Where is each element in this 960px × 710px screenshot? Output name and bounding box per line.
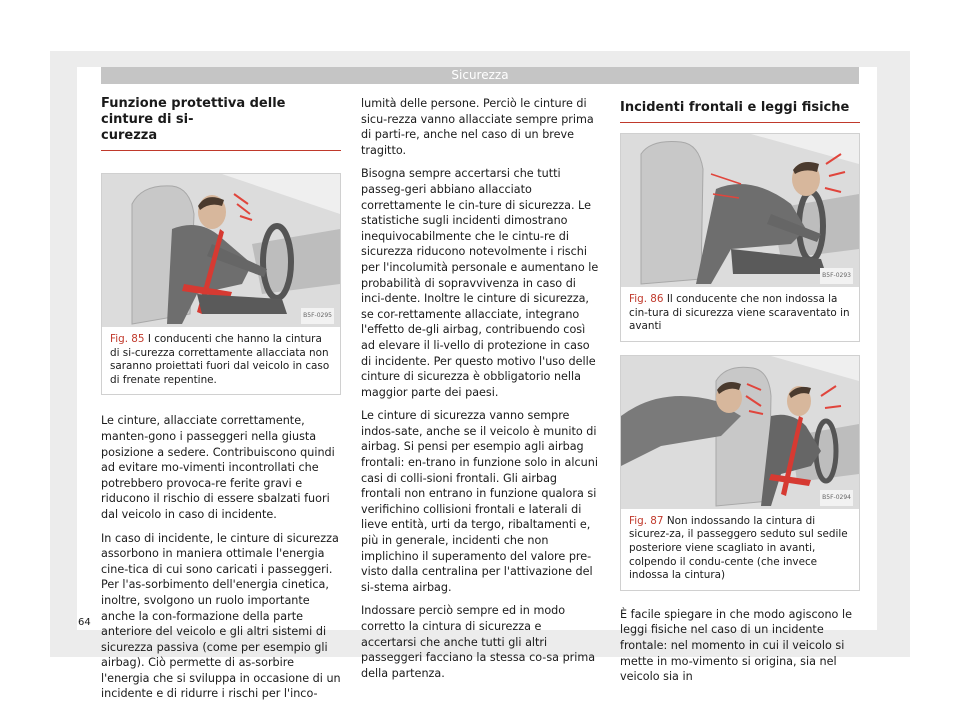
paragraph: È facile spiegare in che modo agiscono le leggi fisiche nel caso di un incidente frontale: nel momento in cui il veicolo si mette in mo-vimento si origina, sia nel veicolo sia in	[620, 607, 852, 684]
page-number: 64	[78, 617, 91, 628]
figure-85-caption	[102, 327, 340, 394]
figure-86-caption-text: Il conducente che non indossa la cin-tura di sicurezza viene scaraventato in avanti	[629, 293, 850, 333]
paragraph: Le cinture, allacciate correttamente, manten-gono i passeggeri nella giusta posizione a sedere. Contribuiscono quindi ad evitare mo-vimenti incontrollati che potrebbero provoca-re ferite gravi e riducono il rischio di essere sbalzati fuori dal veicolo in caso di incidente.	[101, 414, 335, 521]
figure-87-code: B5F-0294	[820, 490, 853, 506]
figure-87-caption	[621, 509, 859, 590]
figure-86-code: B5F-0293	[820, 268, 853, 284]
figure-87-label: Fig. 87	[629, 514, 664, 527]
figure-85-label: Fig. 85	[110, 333, 145, 345]
paragraph: lumità delle persone. Perciò le cinture di sicu-rezza vanno allacciate sempre prima di parti-re, anche nel caso di un breve tragitto.	[361, 97, 594, 157]
column-left	[101, 96, 341, 710]
figure-86-caption	[621, 287, 859, 341]
paragraph: Indossare perciò sempre ed in modo corretto la cintura di sicurezza e accertarsi che anche tutti gli altri passeggeri facciano la stessa co-sa prima della partenza.	[361, 604, 596, 680]
figure-87	[620, 355, 860, 591]
figure-86-label: Fig. 86	[629, 293, 664, 305]
paragraph: In caso di incidente, le cinture di sicurezza assorbono in maniera ottimale l'energia cine-tica di cui sono caricati i passeggeri. Per l'as-sorbimento dell'energia cinetica, inoltre, svolgono un ruolo importante anche la con-formazione della parte anteriore del veicolo e gli altri sistemi di sicurezza passiva (come per esempio gli airbag). Ciò permette di as-sorbire l'energia che si sviluppa in occasione di un incidente e di ridurre i rischi per l'inco-	[101, 531, 341, 701]
figure-85-caption-text: I conducenti che hanno la cintura di si-curezza correttamente allacciata non saranno proiettati fuori dal veicolo in caso di frenate repentine.	[110, 333, 330, 386]
figure-85	[101, 173, 341, 395]
figure-85-code: B5F-0295	[301, 308, 334, 324]
section-title-left: Funzione protettiva delle cinture di si- curezza	[101, 96, 341, 151]
paragraph: Bisogna sempre accertarsi che tutti passeg-geri abbiano allacciato correttamente le cin-ture di sicurezza. Le statistiche sugli incidenti dimostrano inequivocabilmente che le cintu-re di sicurezza riducono notevolmente i rischi per l'incolumità personale e aumentano le probabilità di sopravvivenza in caso di inci-dente. Inoltre le cinture di sicurezza, se cor-rettamente allacciate, integrano l'effetto de-gli airbag, contribuendo così ad elevare il li-vello di protezione in caso di incidente. Per questo motivo l'uso delle cinture di sicurezza è obbligatorio nella maggior parte dei paesi.	[361, 167, 599, 399]
figure-87-illustration	[621, 356, 859, 509]
figure-87-caption-text: Non indossando la cintura di sicurez-za, il passeggero seduto sul sedile posteriore viene scagliato in avanti, colpendo il condu-cente (che invece indossa la cintura)	[629, 514, 848, 582]
column-right	[620, 96, 860, 693]
paragraph: Le cinture di sicurezza vanno sempre indos-sate, anche se il veicolo è munito di airbag. Si pensi per esempio agli airbag frontali: en-trano in funzione solo in alcuni casi di colli-sioni frontali. Gli airbag frontali non entrano in funzione qualora si verifichino collisioni frontali e laterali di lieve entità, urti da tergo, ribaltamenti e, più in generale, incidenti che non implichino il superamento del valore pre-visto dalla centralina per l'attivazione del si-stema airbag.	[361, 409, 598, 594]
column-middle	[361, 96, 600, 689]
figure-85-illustration	[102, 174, 340, 327]
section-header: Sicurezza	[101, 67, 859, 84]
figure-86-illustration	[621, 134, 859, 287]
figure-86	[620, 133, 860, 342]
section-title-right: Incidenti frontali e leggi fisiche	[620, 96, 860, 123]
